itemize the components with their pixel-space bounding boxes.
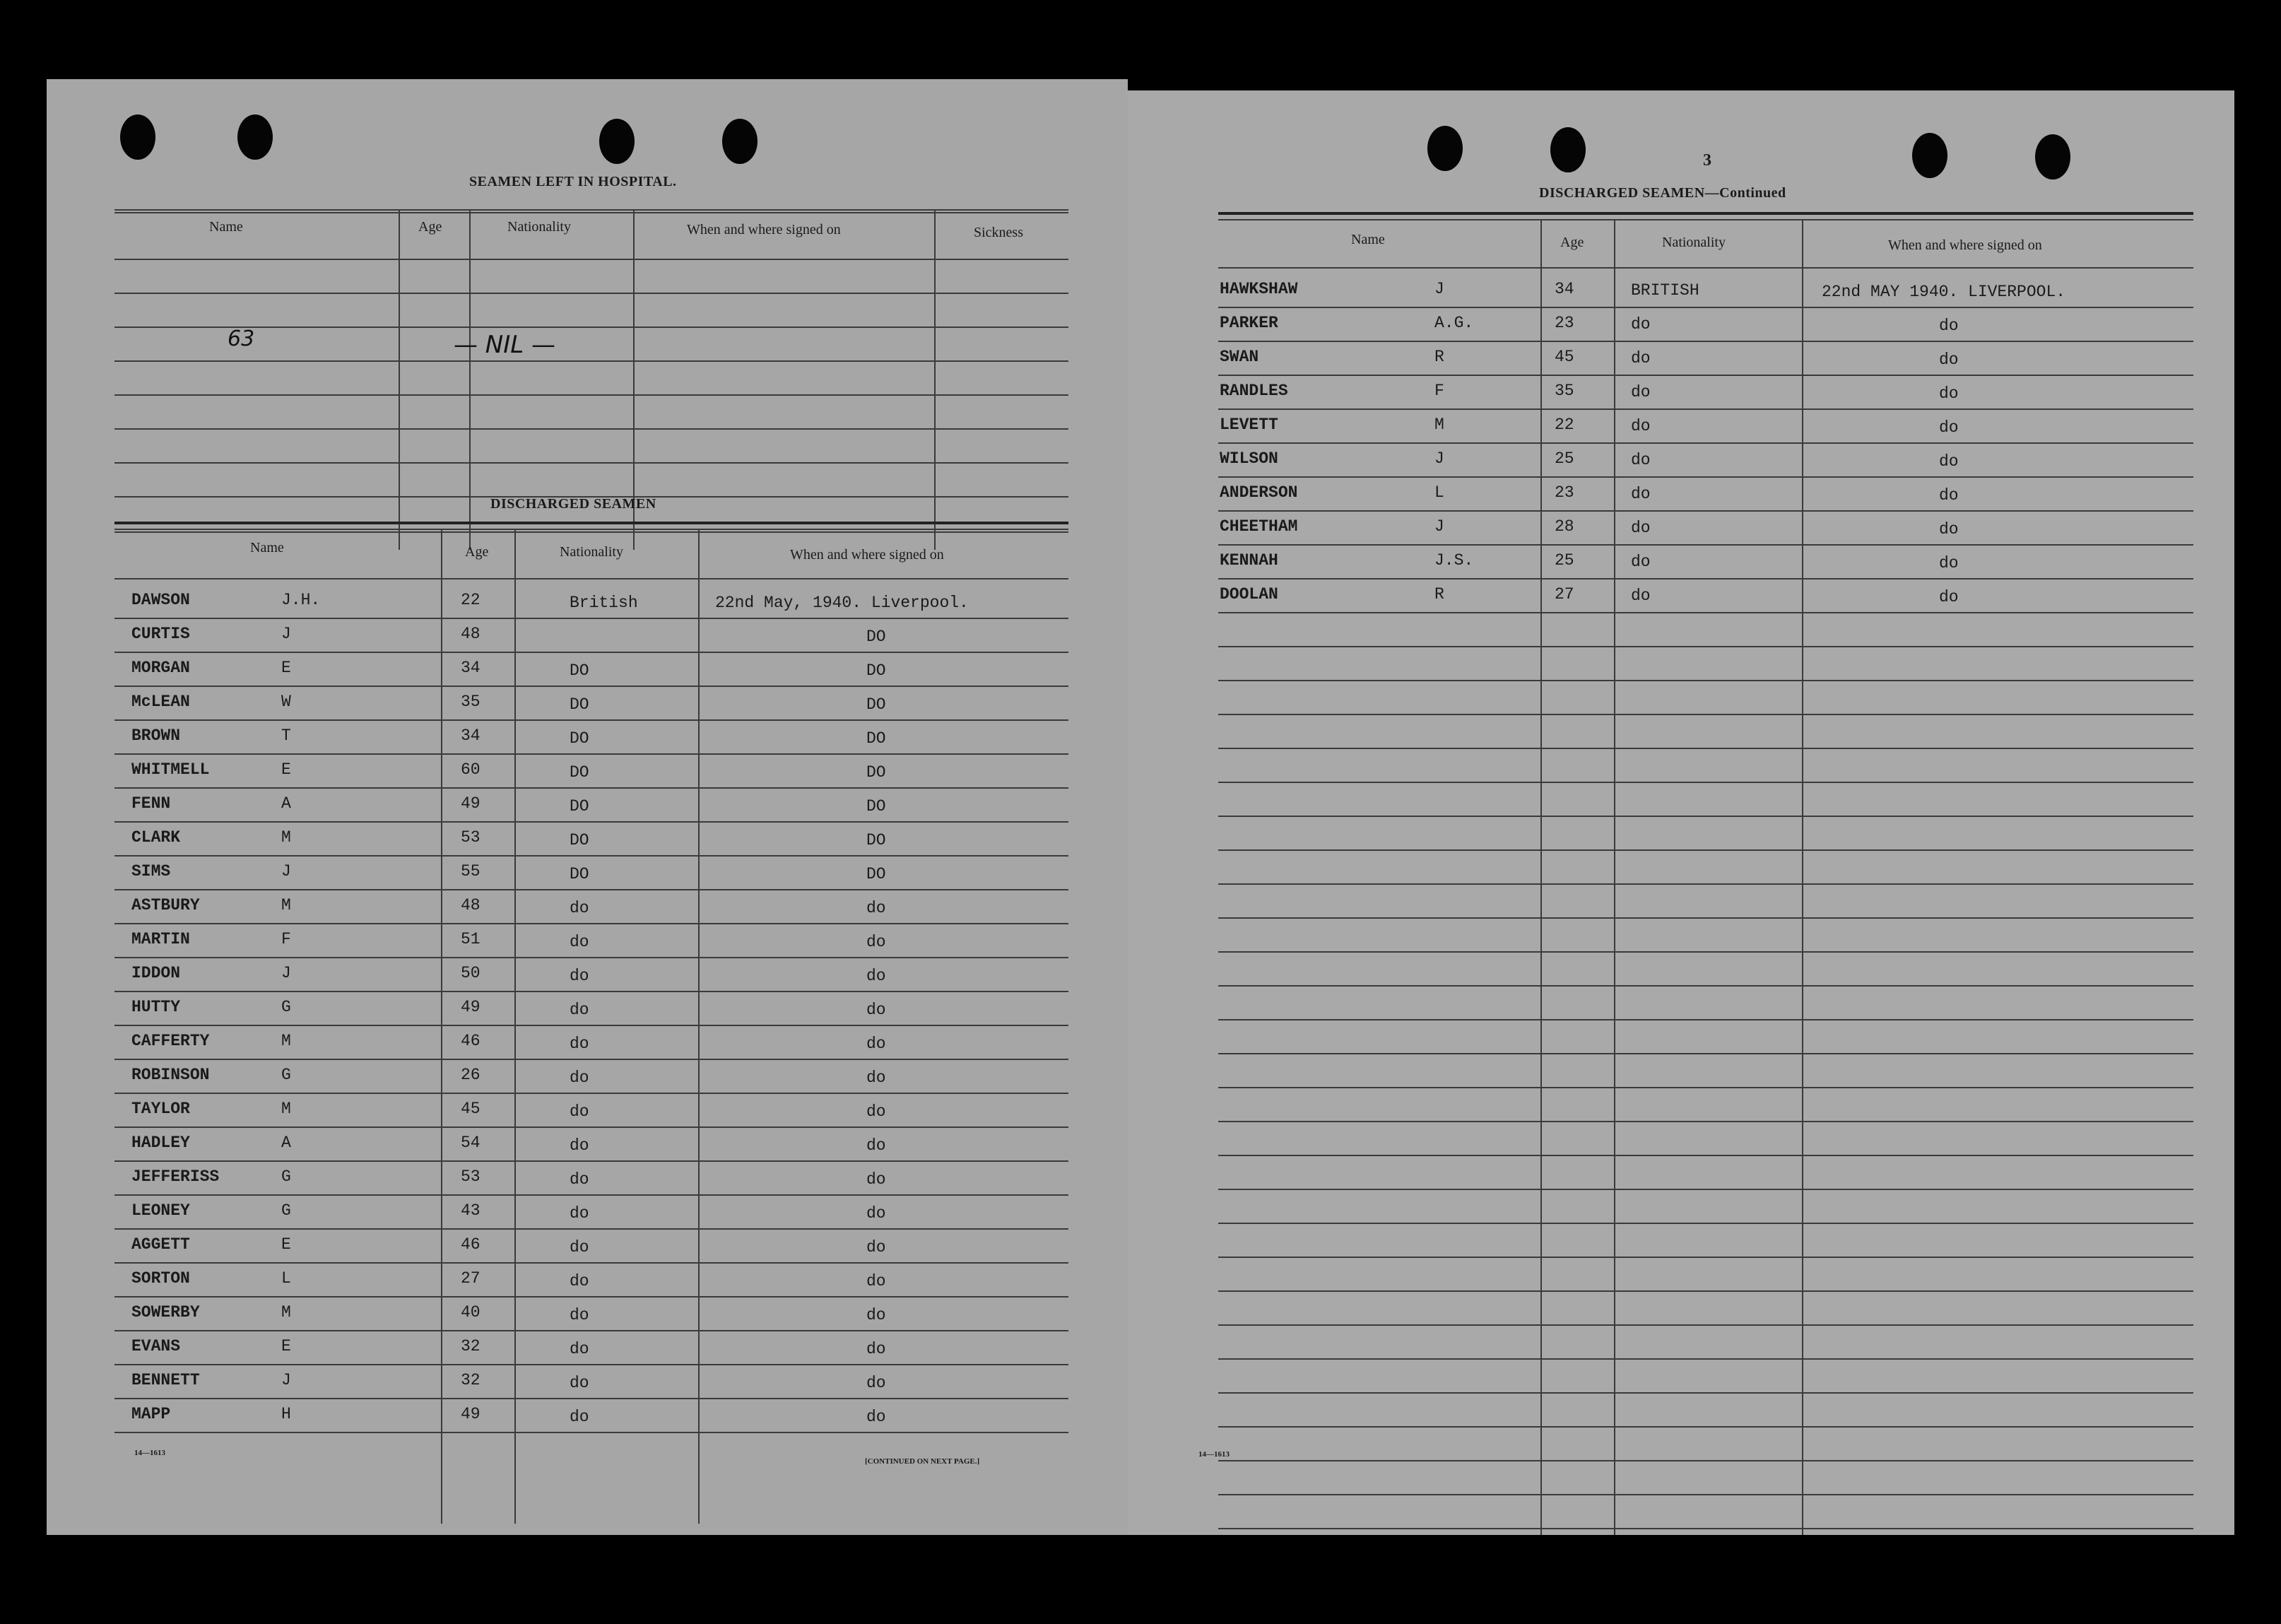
row-rule	[114, 719, 1068, 721]
row-initial: M	[281, 1303, 291, 1322]
right-header-signed-on: When and where signed on	[1888, 237, 2042, 253]
row-initial: J.H.	[281, 591, 321, 609]
hospital-header-name: Name	[209, 219, 243, 235]
row-rule	[114, 428, 1068, 430]
discharged-header-nationality: Nationality	[560, 544, 623, 560]
row-surname: FENN	[131, 794, 171, 813]
table-rule	[114, 259, 1068, 260]
row-signed-on: do	[1939, 384, 1959, 403]
row-surname: CURTIS	[131, 625, 190, 643]
row-nationality: do	[570, 1272, 589, 1290]
row-age: 49	[461, 998, 481, 1016]
row-initial: M	[281, 896, 291, 914]
row-surname: McLEAN	[131, 693, 190, 711]
row-rule	[114, 1025, 1068, 1026]
row-signed-on: do	[866, 1204, 886, 1223]
row-age: 40	[461, 1303, 481, 1322]
row-initial: J	[281, 625, 291, 643]
row-rule	[1218, 748, 2193, 749]
discharged-header-signed-on: When and where signed on	[790, 547, 944, 563]
row-age: 35	[1555, 382, 1574, 400]
row-rule	[114, 1364, 1068, 1365]
row-age: 54	[461, 1134, 481, 1152]
row-rule	[114, 618, 1068, 619]
row-initial: A.G.	[1434, 314, 1474, 332]
row-rule	[1218, 1121, 2193, 1122]
punch-hole	[120, 114, 155, 160]
form-number: 14—1613	[134, 1449, 165, 1457]
continued-note: [CONTINUED ON NEXT PAGE.]	[865, 1457, 980, 1466]
row-initial: J	[281, 1371, 291, 1389]
row-initial: G	[281, 1167, 291, 1186]
row-nationality: do	[1631, 519, 1651, 537]
row-rule	[1218, 883, 2193, 885]
row-rule	[114, 462, 1068, 464]
row-age: 34	[461, 726, 481, 745]
row-rule	[114, 293, 1068, 294]
row-age: 43	[461, 1201, 481, 1220]
row-signed-on: do	[866, 1035, 886, 1053]
row-age: 48	[461, 896, 481, 914]
row-rule	[114, 531, 1068, 533]
row-nationality: do	[1631, 587, 1651, 605]
row-rule	[114, 923, 1068, 924]
row-nationality: do	[570, 1408, 589, 1426]
table-rule	[114, 209, 1068, 211]
column-rule	[934, 211, 936, 550]
discharged-header-name: Name	[250, 540, 284, 555]
row-nationality: DO	[570, 729, 589, 748]
row-signed-on: do	[866, 1001, 886, 1019]
row-surname: SORTON	[131, 1269, 190, 1288]
punch-hole	[1912, 133, 1947, 178]
row-age: 60	[461, 760, 481, 779]
row-rule	[114, 1160, 1068, 1162]
left-page	[47, 79, 1128, 1535]
row-nationality: DO	[570, 831, 589, 849]
row-rule	[1218, 1019, 2193, 1020]
punch-hole	[1427, 126, 1463, 171]
column-rule	[1802, 219, 1803, 1535]
table-rule	[1218, 267, 2193, 269]
row-rule	[1218, 680, 2193, 681]
row-rule	[1218, 1290, 2193, 1292]
row-rule	[1218, 1528, 2193, 1529]
row-rule	[114, 1126, 1068, 1128]
row-initial: M	[281, 1032, 291, 1050]
row-age: 46	[461, 1235, 481, 1254]
row-initial: J	[1434, 517, 1444, 536]
row-nationality: do	[570, 1238, 589, 1257]
row-rule	[114, 1228, 1068, 1230]
row-rule	[114, 394, 1068, 396]
row-initial: R	[1434, 585, 1444, 604]
row-age: 34	[1555, 280, 1574, 298]
row-signed-on: do	[866, 967, 886, 985]
row-signed-on: DO	[866, 865, 886, 883]
row-rule	[1218, 646, 2193, 647]
row-rule	[1218, 1324, 2193, 1326]
row-surname: IDDON	[131, 964, 181, 982]
row-rule	[1218, 408, 2193, 410]
row-signed-on: DO	[866, 763, 886, 782]
row-initial: A	[281, 794, 291, 813]
row-rule	[1218, 816, 2193, 817]
hospital-title: SEAMEN LEFT IN HOSPITAL.	[469, 174, 677, 189]
row-signed-on: do	[866, 933, 886, 951]
row-rule	[1218, 985, 2193, 987]
row-rule	[114, 1432, 1068, 1433]
column-rule	[1540, 219, 1542, 1535]
row-nationality: DO	[570, 763, 589, 782]
row-age: 22	[1555, 416, 1574, 434]
row-rule	[114, 991, 1068, 992]
row-rule	[114, 957, 1068, 958]
row-initial: M	[281, 828, 291, 847]
row-nationality: do	[1631, 315, 1651, 334]
row-surname: ANDERSON	[1220, 483, 1298, 502]
row-signed-on: do	[1939, 351, 1959, 369]
row-signed-on: do	[866, 1340, 886, 1358]
row-surname: ROBINSON	[131, 1066, 210, 1084]
row-surname: SWAN	[1220, 348, 1259, 366]
row-rule	[114, 686, 1068, 687]
table-rule	[1218, 219, 2193, 220]
row-nationality: do	[570, 1374, 589, 1392]
hospital-header-signed-on: When and where signed on	[687, 222, 841, 237]
row-surname: LEONEY	[131, 1201, 190, 1220]
row-nationality: do	[570, 1170, 589, 1189]
row-signed-on: 22nd May, 1940. Liverpool.	[715, 594, 969, 612]
row-surname: MAPP	[131, 1405, 171, 1423]
row-surname: JEFFERISS	[131, 1167, 220, 1186]
row-initial: J	[1434, 449, 1444, 468]
row-nationality: do	[1631, 383, 1651, 401]
page-number: 3	[1703, 151, 1711, 170]
row-rule	[1218, 1426, 2193, 1428]
row-nationality: do	[570, 1306, 589, 1324]
row-nationality: do	[1631, 553, 1651, 571]
row-nationality: do	[570, 1136, 589, 1155]
table-rule	[114, 529, 1068, 530]
form-number: 14—1613	[1198, 1450, 1230, 1459]
row-signed-on: do	[1939, 486, 1959, 505]
row-initial: E	[281, 760, 291, 779]
row-rule	[1218, 849, 2193, 851]
row-rule	[114, 1262, 1068, 1264]
row-initial: G	[281, 998, 291, 1016]
punch-hole	[599, 119, 635, 164]
row-age: 50	[461, 964, 481, 982]
row-rule	[114, 753, 1068, 755]
row-age: 28	[1555, 517, 1574, 536]
row-rule	[1218, 375, 2193, 376]
row-age: 27	[1555, 585, 1574, 604]
row-signed-on: DO	[866, 628, 886, 646]
discharged-title: DISCHARGED SEAMEN	[490, 496, 656, 512]
row-nationality: do	[570, 933, 589, 951]
row-rule	[114, 1398, 1068, 1399]
row-nationality: do	[570, 1035, 589, 1053]
row-initial: J	[281, 964, 291, 982]
row-rule	[1218, 1358, 2193, 1360]
hospital-entry-nil: — NIL —	[454, 331, 556, 359]
row-signed-on: do	[866, 1374, 886, 1392]
row-age: 22	[461, 591, 481, 609]
row-nationality: British	[570, 594, 638, 612]
row-rule	[114, 889, 1068, 890]
row-rule	[1218, 1053, 2193, 1054]
row-nationality: BRITISH	[1631, 281, 1699, 300]
row-surname: CLARK	[131, 828, 181, 847]
row-rule	[114, 855, 1068, 857]
discharged-continued-title: DISCHARGED SEAMEN—Continued	[1539, 185, 1786, 201]
punch-hole	[237, 114, 273, 160]
row-surname: DAWSON	[131, 591, 190, 609]
column-rule	[469, 211, 471, 550]
row-rule	[1218, 612, 2193, 613]
row-nationality: do	[570, 1340, 589, 1358]
row-nationality: DO	[570, 797, 589, 816]
punch-hole	[1550, 127, 1586, 172]
row-rule	[1218, 1087, 2193, 1088]
row-surname: AGGETT	[131, 1235, 190, 1254]
row-signed-on: 22nd MAY 1940. LIVERPOOL.	[1822, 283, 2066, 301]
row-signed-on: do	[866, 1238, 886, 1257]
punch-hole	[722, 119, 758, 164]
row-age: 46	[461, 1032, 481, 1050]
row-rule	[1218, 1189, 2193, 1190]
row-rule	[114, 1093, 1068, 1094]
row-initial: H	[281, 1405, 291, 1423]
row-initial: W	[281, 693, 291, 711]
row-rule	[1218, 442, 2193, 444]
row-age: 48	[461, 625, 481, 643]
row-surname: DOOLAN	[1220, 585, 1278, 604]
row-nationality: do	[1631, 485, 1651, 503]
row-surname: BENNETT	[131, 1371, 200, 1389]
row-age: 49	[461, 794, 481, 813]
row-initial: F	[1434, 382, 1444, 400]
right-page	[1128, 90, 2234, 1535]
row-nationality: DO	[570, 695, 589, 714]
table-rule	[114, 522, 1068, 524]
punch-hole	[2035, 134, 2070, 180]
row-surname: WILSON	[1220, 449, 1278, 468]
row-age: 49	[461, 1405, 481, 1423]
row-age: 32	[461, 1337, 481, 1355]
row-nationality: do	[570, 1001, 589, 1019]
row-initial: G	[281, 1066, 291, 1084]
row-surname: PARKER	[1220, 314, 1278, 332]
right-header-name: Name	[1351, 232, 1385, 247]
row-surname: SOWERBY	[131, 1303, 200, 1322]
row-initial: R	[1434, 348, 1444, 366]
row-age: 35	[461, 693, 481, 711]
column-rule	[1614, 219, 1615, 1535]
row-signed-on: do	[866, 899, 886, 917]
row-signed-on: do	[1939, 452, 1959, 471]
row-rule	[1218, 951, 2193, 953]
row-initial: A	[281, 1134, 291, 1152]
row-rule	[1218, 1392, 2193, 1394]
column-rule	[698, 529, 700, 1524]
row-nationality: do	[1631, 349, 1651, 367]
row-rule	[1218, 510, 2193, 512]
row-surname: BROWN	[131, 726, 181, 745]
row-rule	[114, 1059, 1068, 1060]
row-initial: E	[281, 659, 291, 677]
row-age: 25	[1555, 551, 1574, 570]
row-rule	[1218, 544, 2193, 546]
row-signed-on: do	[1939, 588, 1959, 606]
row-age: 32	[461, 1371, 481, 1389]
row-rule	[1218, 714, 2193, 715]
row-signed-on: do	[1939, 317, 1959, 335]
row-age: 53	[461, 1167, 481, 1186]
row-surname: HAWKSHAW	[1220, 280, 1298, 298]
row-rule	[114, 821, 1068, 823]
hospital-header-age: Age	[418, 219, 442, 235]
row-rule	[1218, 476, 2193, 478]
row-age: 45	[461, 1100, 481, 1118]
row-nationality: do	[570, 1102, 589, 1121]
row-signed-on: do	[866, 1170, 886, 1189]
row-nationality: do	[570, 1069, 589, 1087]
row-rule	[114, 1194, 1068, 1196]
row-initial: J	[1434, 280, 1444, 298]
row-signed-on: do	[1939, 418, 1959, 437]
column-rule	[514, 529, 516, 1524]
row-signed-on: do	[1939, 554, 1959, 572]
table-rule	[1218, 212, 2193, 215]
table-rule	[114, 578, 1068, 579]
row-age: 34	[461, 659, 481, 677]
row-nationality: do	[570, 967, 589, 985]
row-age: 45	[1555, 348, 1574, 366]
row-surname: KENNAH	[1220, 551, 1278, 570]
row-rule	[114, 1296, 1068, 1298]
row-rule	[1218, 1223, 2193, 1224]
row-rule	[114, 360, 1068, 362]
row-initial: T	[281, 726, 291, 745]
row-rule	[1218, 782, 2193, 783]
row-nationality: do	[570, 899, 589, 917]
row-age: 23	[1555, 483, 1574, 502]
row-signed-on: DO	[866, 797, 886, 816]
row-age: 55	[461, 862, 481, 881]
row-nationality: DO	[570, 661, 589, 680]
row-rule	[114, 326, 1068, 328]
row-signed-on: DO	[866, 661, 886, 680]
row-surname: MARTIN	[131, 930, 190, 948]
row-surname: CHEETHAM	[1220, 517, 1298, 536]
row-age: 23	[1555, 314, 1574, 332]
row-rule	[1218, 307, 2193, 308]
row-surname: TAYLOR	[131, 1100, 190, 1118]
row-initial: L	[281, 1269, 291, 1288]
hospital-header-nationality: Nationality	[507, 219, 571, 235]
row-rule	[1218, 1155, 2193, 1156]
hospital-header-sickness: Sickness	[974, 225, 1023, 240]
row-surname: RANDLES	[1220, 382, 1288, 400]
row-initial: J.S.	[1434, 551, 1474, 570]
row-initial: M	[281, 1100, 291, 1118]
row-signed-on: do	[866, 1136, 886, 1155]
row-rule	[114, 1330, 1068, 1331]
row-nationality: do	[570, 1204, 589, 1223]
row-age: 26	[461, 1066, 481, 1084]
row-initial: G	[281, 1201, 291, 1220]
right-header-nationality: Nationality	[1662, 235, 1726, 250]
row-age: 25	[1555, 449, 1574, 468]
row-surname: EVANS	[131, 1337, 181, 1355]
table-rule	[114, 212, 1068, 213]
row-surname: SIMS	[131, 862, 171, 881]
row-rule	[114, 787, 1068, 789]
row-rule	[1218, 917, 2193, 919]
column-rule	[399, 211, 400, 550]
row-rule	[114, 652, 1068, 653]
discharged-header-age: Age	[465, 544, 489, 560]
row-rule	[1218, 341, 2193, 342]
row-signed-on: do	[866, 1272, 886, 1290]
row-signed-on: DO	[866, 831, 886, 849]
row-age: 53	[461, 828, 481, 847]
row-surname: WHITMELL	[131, 760, 210, 779]
row-age: 27	[461, 1269, 481, 1288]
row-surname: HUTTY	[131, 998, 181, 1016]
row-initial: E	[281, 1235, 291, 1254]
row-nationality: DO	[570, 865, 589, 883]
row-age: 51	[461, 930, 481, 948]
row-initial: L	[1434, 483, 1444, 502]
row-signed-on: do	[866, 1102, 886, 1121]
row-surname: MORGAN	[131, 659, 190, 677]
row-rule	[1218, 1257, 2193, 1258]
right-header-age: Age	[1560, 235, 1584, 250]
row-surname: LEVETT	[1220, 416, 1278, 434]
row-rule	[1218, 1460, 2193, 1461]
row-rule	[1218, 1494, 2193, 1495]
row-initial: J	[281, 862, 291, 881]
row-nationality: do	[1631, 417, 1651, 435]
row-rule	[1218, 578, 2193, 579]
hospital-entry-mark: 63	[228, 326, 255, 351]
row-initial: M	[1434, 416, 1444, 434]
row-initial: E	[281, 1337, 291, 1355]
row-signed-on: do	[866, 1069, 886, 1087]
row-surname: CAFFERTY	[131, 1032, 210, 1050]
row-signed-on: do	[866, 1408, 886, 1426]
row-signed-on: DO	[866, 729, 886, 748]
row-surname: HADLEY	[131, 1134, 190, 1152]
row-nationality: do	[1631, 451, 1651, 469]
row-signed-on: do	[1939, 520, 1959, 539]
row-initial: F	[281, 930, 291, 948]
column-rule	[441, 529, 442, 1524]
row-surname: ASTBURY	[131, 896, 200, 914]
row-signed-on: DO	[866, 695, 886, 714]
row-signed-on: do	[866, 1306, 886, 1324]
